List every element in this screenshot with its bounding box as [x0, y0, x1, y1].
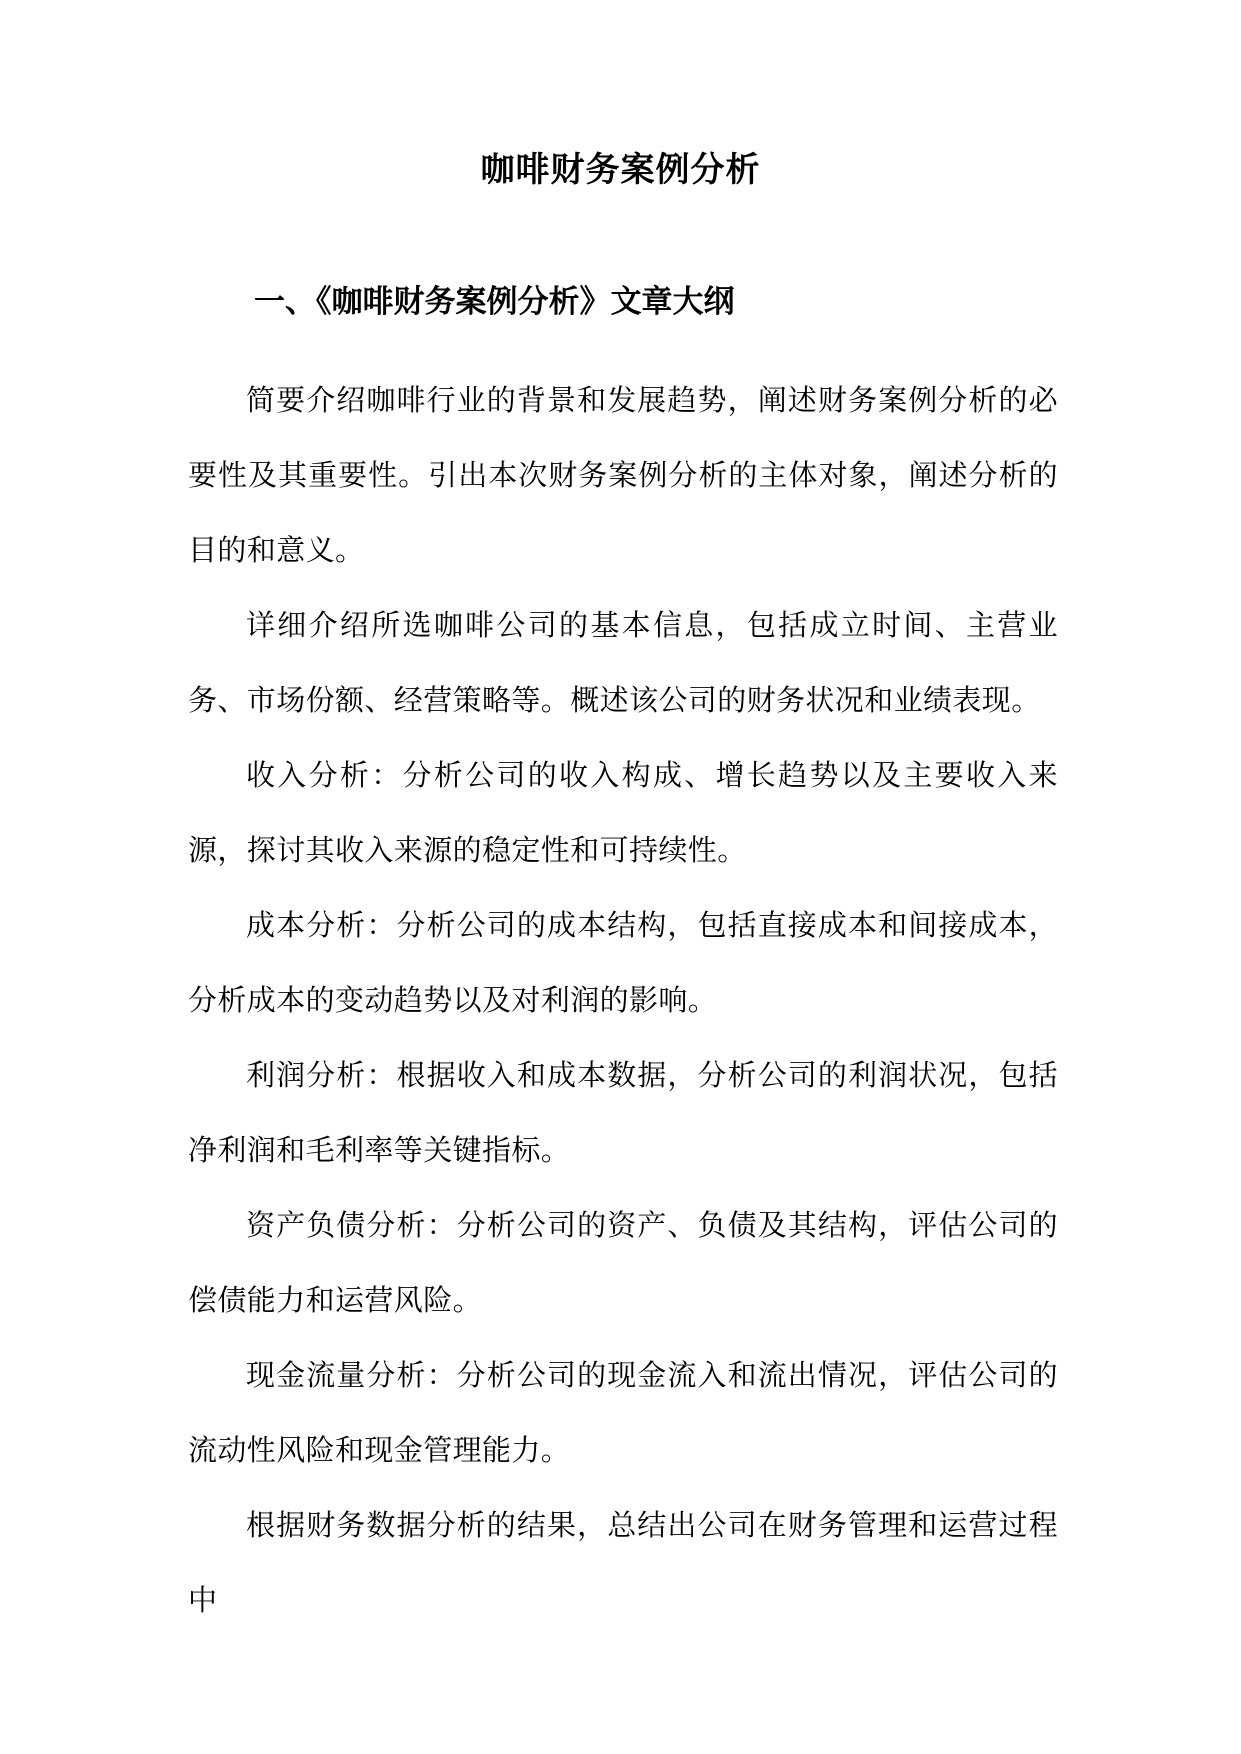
paragraph: 详细介绍所选咖啡公司的基本信息，包括成立时间、主营业务、市场份额、经营策略等。概述该公司的财务状况和业绩表现。 — [188, 608, 1058, 717]
document-title: 咖啡财务案例分析 — [480, 150, 761, 190]
paragraph: 现金流量分析：分析公司的现金流入和流出情况，评估公司的流动性风险和现金管理能力。 — [188, 1358, 1058, 1467]
body-text — [188, 363, 1058, 1638]
paragraph: 利润分析：根据收入和成本数据，分析公司的利润状况，包括净利润和毛利率等关键指标。 — [188, 1058, 1058, 1167]
paragraph: 资产负债分析：分析公司的资产、负债及其结构，评估公司的偿债能力和运营风险。 — [188, 1208, 1058, 1317]
paragraph: 根据财务数据分析的结果，总结出公司在财务管理和运营过程中 — [188, 1508, 1058, 1617]
paragraph: 收入分析：分析公司的收入构成、增长趋势以及主要收入来源，探讨其收入来源的稳定性和可持续性。 — [188, 758, 1058, 867]
paragraph: 简要介绍咖啡行业的背景和发展趋势，阐述财务案例分析的必要性及其重要性。引出本次财务案例分析的主体对象，阐述分析的目的和意义。 — [188, 383, 1058, 567]
paragraph: 成本分析：分析公司的成本结构，包括直接成本和间接成本，分析成本的变动趋势以及对利润的影响。 — [188, 908, 1058, 1017]
section-heading: 一、《咖啡财务案例分析》文章大纲 — [254, 284, 735, 320]
